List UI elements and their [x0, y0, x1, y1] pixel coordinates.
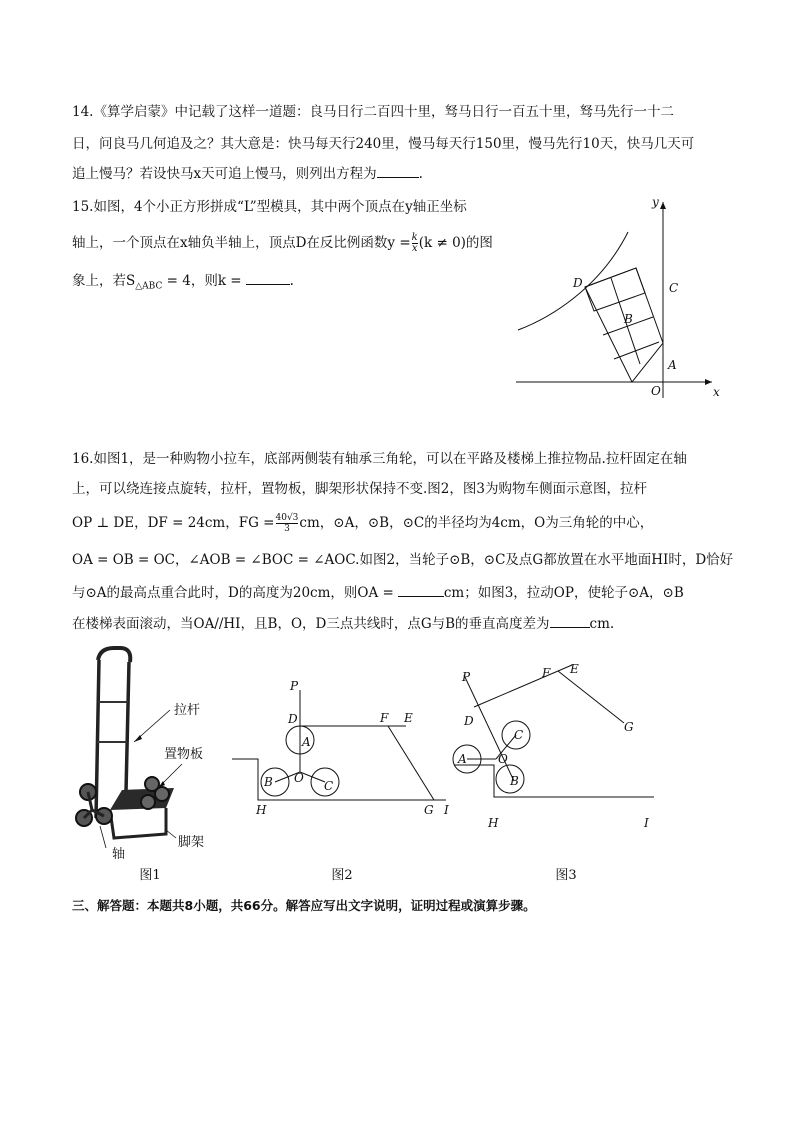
fig3-label-C: C — [514, 728, 524, 742]
q15-line-2-tail: (k ≠ 0)的图 — [418, 235, 493, 251]
fig2-label-G: G — [424, 803, 434, 817]
caption-fig2: 图2 — [331, 868, 353, 883]
q14-line-2: 日，问良马几何追及之？其大意是：快马每天行240里，慢马每天行150里，慢马先行10天，快马几天可 — [72, 136, 695, 152]
q15-frac-den: x — [411, 243, 418, 254]
q15-fraction — [412, 233, 418, 254]
fig3-label-G: G — [624, 720, 634, 734]
q15-line-3 — [72, 270, 294, 297]
fig3-label-F: F — [542, 666, 551, 680]
q15-figure — [510, 192, 740, 404]
fig2-label-P: P — [290, 679, 299, 693]
section-3-heading: 三、解答题：本题共8小题，共66分。解答应写出文字说明，证明过程或演算步骤。 — [72, 898, 536, 913]
fig1-label-stand: 脚架 — [178, 835, 205, 850]
q15-frac-num: k — [411, 232, 418, 243]
caption-fig3: 图3 — [555, 868, 577, 883]
fig3-label-I: I — [644, 816, 649, 830]
fig3-diagram — [452, 655, 662, 835]
fig3-label-B: B — [510, 774, 519, 788]
q16-line-6-text: 在楼梯表面滚动，当OA//HI，且B，O，D三点共线时，点G与B的垂直高度差为 — [72, 616, 550, 632]
q16-fg-num: 40√3 — [275, 513, 299, 523]
label-D: D — [573, 276, 583, 290]
x-axis-arrow — [705, 379, 712, 385]
fig3-label-H: H — [488, 816, 499, 830]
fig2-label-A: A — [302, 735, 311, 749]
label-A: A — [668, 358, 677, 372]
fig3-segment-DE — [474, 665, 572, 707]
label-y: y — [652, 195, 659, 209]
q14-answer-blank[interactable] — [377, 163, 419, 178]
q16-line-3-text: OP ⊥ DE，DF = 24cm，FG = — [72, 515, 275, 531]
fig2-label-E: E — [404, 711, 413, 725]
cart-rod-right — [126, 662, 129, 792]
fig2-label-O: O — [294, 771, 304, 785]
q15-line-2 — [72, 233, 493, 254]
q15-line-1: 15.如图，4个小正方形拼成“L”型模具，其中两个顶点在y轴正坐标 — [72, 199, 467, 215]
q16-line-3 — [72, 513, 653, 534]
q15-line-3-eq: = 4，则k = — [162, 273, 242, 289]
q15-period: . — [289, 273, 294, 289]
fig3-label-O: O — [498, 752, 508, 766]
fig1-label-axle: 轴 — [112, 847, 126, 862]
label-O: O — [651, 384, 661, 398]
q16-line-6-tail: cm. — [589, 616, 615, 632]
q16-line-5-tail: cm；如图3，拉动OP，使轮子⊙A，⊙B — [443, 585, 684, 601]
fig3-label-P: P — [462, 670, 471, 684]
q16-line-5 — [72, 582, 684, 603]
q16-line-6 — [72, 613, 614, 634]
fig3-stairs — [454, 765, 654, 797]
q14-line-1: 14.《算学启蒙》中记载了这样一道题：良马日行二百四十里，驽马日行一百五十里，驽马先行一十二 — [72, 104, 674, 120]
q16-line-3-tail: cm，⊙A，⊙B，⊙C的半径均为4cm，O为三角轮的中心， — [299, 515, 654, 531]
fig2-segment-FG — [388, 726, 434, 800]
caption-fig1: 图1 — [139, 868, 161, 883]
cart-wheels-left — [76, 784, 112, 826]
fig2-label-I: I — [444, 803, 449, 817]
q14-period: . — [418, 166, 423, 182]
q15-line-2-text: 轴上，一个顶点在x轴负半轴上，顶点D在反比例函数y = — [72, 235, 411, 251]
fig1-cart-illustration — [70, 642, 250, 862]
q14-line-3-text: 追上慢马？若设快马x天可追上慢马，则列出方程为 — [72, 166, 377, 182]
q16-fg-fraction — [276, 513, 299, 534]
q16-line-1: 16.如图1，是一种购物小拉车，底部两侧装有轴承三角轮，可以在平路及楼梯上推拉物品.拉杆固定在轴 — [72, 451, 687, 467]
q16-fg-den: 3 — [284, 524, 290, 534]
q15-triangle-sub: △ABC — [135, 281, 163, 292]
fig1-label-shelf: 置物板 — [164, 747, 204, 762]
fig2-label-H: H — [256, 803, 267, 817]
fig3-segment-FG — [558, 671, 624, 723]
q16-line-5-text: 与⊙A的最高点重合此时，D的高度为20cm，则OA = — [72, 585, 394, 601]
fig2-label-B: B — [264, 775, 273, 789]
q16-line-2: 上，可以绕连接点旋转，拉杆，置物板，脚架形状保持不变.图2，图3为购物车侧面示意图，拉杆 — [72, 481, 647, 497]
q14-line-3 — [72, 163, 423, 184]
fig3-label-A: A — [458, 752, 467, 766]
q15-answer-blank[interactable] — [246, 270, 290, 285]
cart-handle — [98, 648, 130, 662]
q16-answer-blank-1[interactable] — [398, 582, 444, 597]
fig2-label-F: F — [380, 711, 389, 725]
y-axis-arrow — [660, 202, 666, 209]
fig2-diagram — [228, 672, 460, 822]
fig3-label-D: D — [464, 714, 474, 728]
label-C: C — [669, 281, 679, 295]
label-x: x — [713, 385, 720, 399]
label-B: B — [624, 312, 633, 326]
q15-line-3-text: 象上，若S — [72, 273, 136, 289]
cart-stand — [110, 808, 166, 838]
fig3-label-E: E — [570, 662, 579, 676]
fig1-label-pull-rod: 拉杆 — [174, 703, 201, 718]
fig2-label-D: D — [288, 712, 298, 726]
l-divider-1 — [611, 278, 619, 302]
q16-answer-blank-2[interactable] — [550, 613, 590, 628]
fig2-label-C: C — [324, 779, 334, 793]
q16-line-4: OA = OB = OC，∠AOB = ∠BOC = ∠AOC.如图2，当轮子⊙B，⊙C及点G都放置在水平地面HI时，D恰好 — [72, 552, 734, 568]
